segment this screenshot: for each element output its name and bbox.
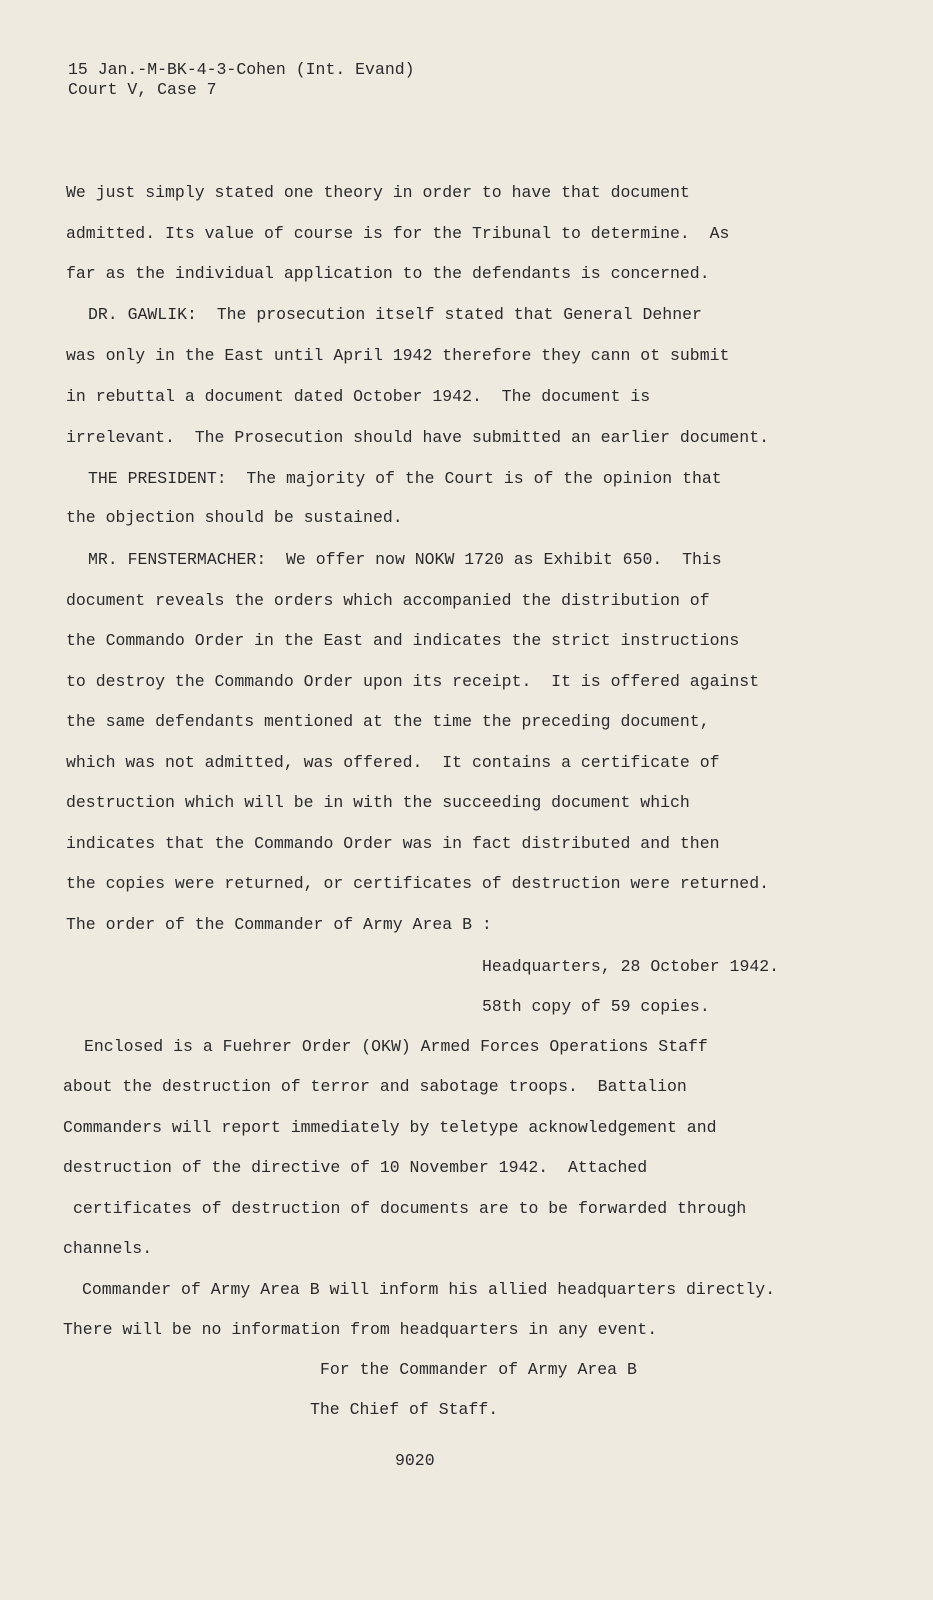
body-line: Commander of Army Area B will inform his allied headquarters directly. [82, 1280, 776, 1299]
body-line: destruction which will be in with the succeeding document which [66, 793, 690, 812]
quoted-header-line: Headquarters, 28 October 1942. [482, 957, 780, 976]
body-line: Enclosed is a Fuehrer Order (OKW) Armed Forces Operations Staff [84, 1037, 708, 1056]
signature-line: For the Commander of Army Area B [320, 1360, 637, 1379]
page-number: 9020 [395, 1451, 435, 1470]
body-line: the Commando Order in the East and indicates the strict instructions [66, 631, 740, 650]
body-line: was only in the East until April 1942 therefore they cann ot submit [66, 346, 730, 365]
body-line: There will be no information from headquarters in any event. [63, 1320, 658, 1339]
body-line: the same defendants mentioned at the time the preceding document, [66, 712, 710, 731]
body-line: MR. FENSTERMACHER: We offer now NOKW 1720 as Exhibit 650. This [88, 550, 722, 569]
body-line: about the destruction of terror and sabotage troops. Battalion [63, 1077, 687, 1096]
body-line: Commanders will report immediately by teletype acknowledgement and [63, 1118, 717, 1137]
body-line: admitted. Its value of course is for the Tribunal to determine. As [66, 224, 730, 243]
body-line: THE PRESIDENT: The majority of the Court is of the opinion that [88, 469, 722, 488]
body-line: certificates of destruction of documents are to be forwarded through [73, 1199, 747, 1218]
body-line: which was not admitted, was offered. It contains a certificate of [66, 753, 720, 772]
body-line: to destroy the Commando Order upon its receipt. It is offered against [66, 672, 760, 691]
body-line: DR. GAWLIK: The prosecution itself stated that General Dehner [88, 305, 702, 324]
body-line: destruction of the directive of 10 November 1942. Attached [63, 1158, 648, 1177]
body-line: far as the individual application to the defendants is concerned. [66, 264, 710, 283]
body-line: channels. [63, 1239, 153, 1258]
header-line-2: Court V, Case 7 [68, 80, 217, 99]
quoted-header-line: 58th copy of 59 copies. [482, 997, 710, 1016]
body-line: the copies were returned, or certificates of destruction were returned. [66, 874, 770, 893]
body-line: indicates that the Commando Order was in fact distributed and then [66, 834, 720, 853]
signature-line: The Chief of Staff. [310, 1400, 499, 1419]
body-line: document reveals the orders which accompanied the distribution of [66, 591, 710, 610]
body-line: the objection should be sustained. [66, 508, 403, 527]
body-line: irrelevant. The Prosecution should have submitted an earlier document. [66, 428, 770, 447]
body-line: The order of the Commander of Army Area B : [66, 915, 492, 934]
body-line: in rebuttal a document dated October 1942. The document is [66, 387, 651, 406]
header-line-1: 15 Jan.-M-BK-4-3-Cohen (Int. Evand) [68, 60, 415, 79]
body-line: We just simply stated one theory in order to have that document [66, 183, 690, 202]
